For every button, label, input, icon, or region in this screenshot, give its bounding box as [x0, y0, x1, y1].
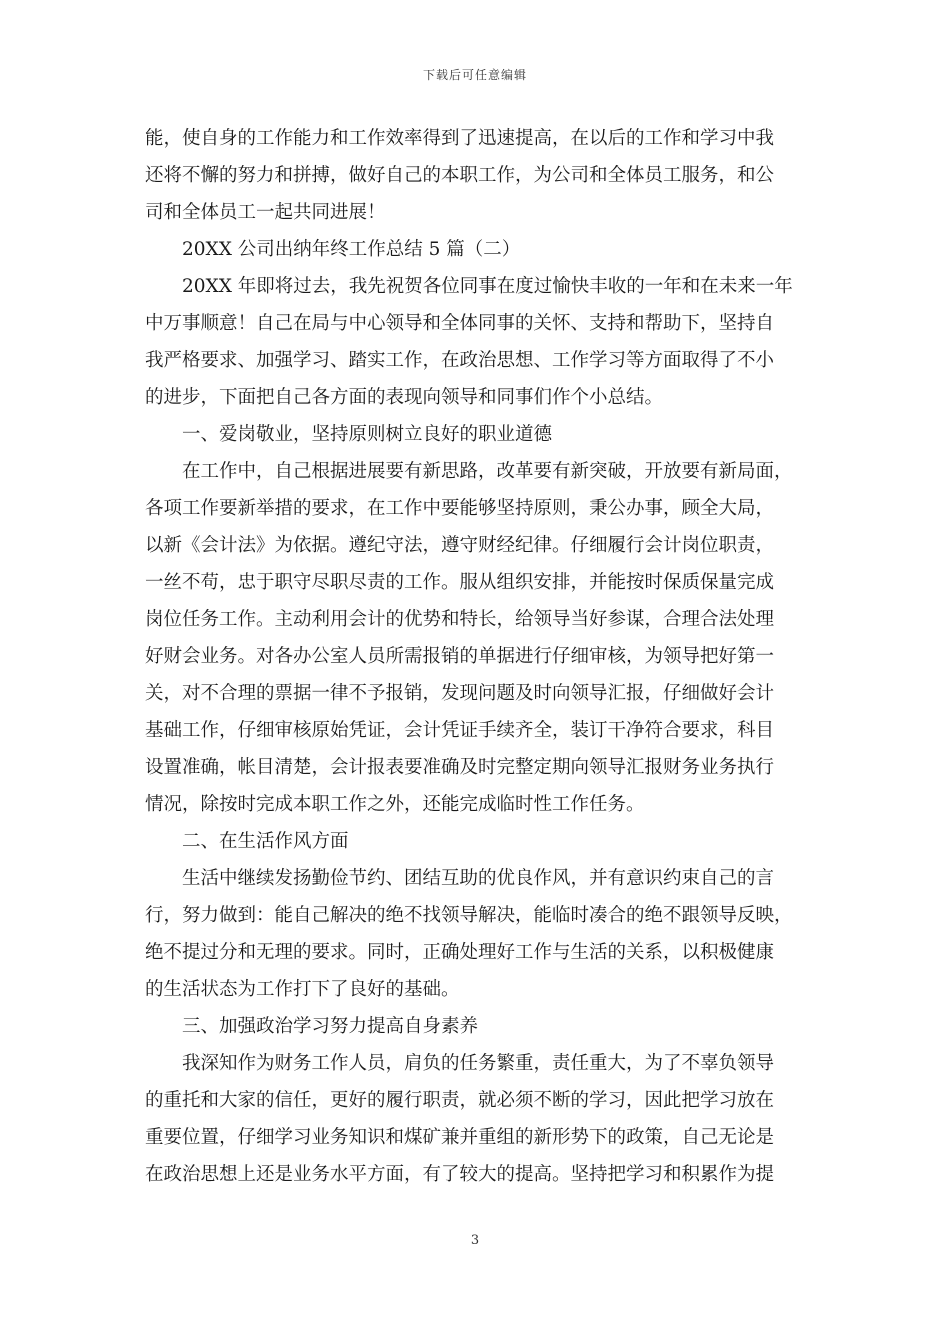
page-number: 3 — [470, 1233, 480, 1248]
text-line: 以新《会计法》为依据。遵纪守法，遵守财经纪律。仔细履行会计岗位职责， — [145, 535, 775, 556]
text-line: 关，对不合理的票据一律不予报销，发现问题及时向领导汇报，仔细做好会计 — [145, 683, 775, 704]
text-line: 各项工作要新举措的要求，在工作中要能够坚持原则，秉公办事，顾全大局， — [145, 498, 775, 519]
text-line: 生活中继续发扬勤俭节约、团结互助的优良作风，并有意识约束自己的言 — [182, 868, 775, 889]
text-line: 我严格要求、加强学习、踏实工作，在政治思想、工作学习等方面取得了不小 — [145, 350, 775, 371]
text-line: 的进步，下面把自己各方面的表现向领导和同事们作个小总结。 — [145, 387, 664, 408]
section-heading: 三、加强政治学习努力提高自身素养 — [182, 1016, 479, 1037]
text-line: 我深知作为财务工作人员，肩负的任务繁重，责任重大，为了不辜负领导 — [182, 1053, 775, 1074]
text-line: 的生活状态为工作打下了良好的基础。 — [145, 979, 460, 1000]
text-line: 基础工作，仔细审核原始凭证，会计凭证手续齐全，装订干净符合要求，科目 — [145, 720, 775, 741]
text-line: 司和全体员工一起共同进展！ — [145, 202, 386, 223]
text-line: 能，使自身的工作能力和工作效率得到了迅速提高，在以后的工作和学习中我 — [145, 128, 775, 149]
text-line: 行，努力做到：能自己解决的绝不找领导解决，能临时凑合的绝不跟领导反映， — [145, 905, 793, 926]
text-line: 的重托和大家的信任，更好的履行职责，就必须不断的学习，因此把学习放在 — [145, 1090, 775, 1111]
text-line: 岗位任务工作。主动利用会计的优势和特长，给领导当好参谋，合理合法处理 — [145, 609, 775, 630]
page-header: 下载后可任意编辑 — [422, 68, 527, 82]
text-line: 在政治思想上还是业务水平方面，有了较大的提高。坚持把学习和积累作为提 — [145, 1164, 775, 1185]
text-line: 绝不提过分和无理的要求。同时，正确处理好工作与生活的关系，以积极健康 — [145, 942, 775, 963]
text-line: 20XX 年即将过去，我先祝贺各位同事在度过愉快丰收的一年和在未来一年 — [182, 276, 793, 297]
text-line: 一丝不苟，忠于职守尽职尽责的工作。服从组织安排，并能按时保质保量完成 — [145, 572, 775, 593]
text-line: 在工作中，自己根据进展要有新思路，改革要有新突破，开放要有新局面， — [182, 461, 793, 482]
text-line: 还将不懈的努力和拼搏，做好自己的本职工作，为公司和全体员工服务，和公 — [145, 165, 775, 186]
text-line: 设置准确，帐目清楚，会计报表要准确及时完整定期向领导汇报财务业务执行 — [145, 757, 775, 778]
text-line: 情况，除按时完成本职工作之外，还能完成临时性工作任务。 — [145, 794, 645, 815]
document-body — [145, 120, 809, 1193]
section-heading: 一、爱岗敬业，坚持原则树立良好的职业道德 — [182, 424, 553, 445]
text-line: 重要位置，仔细学习业务知识和煤矿兼并重组的新形势下的政策，自己无论是 — [145, 1127, 775, 1148]
text-line: 中万事顺意！自己在局与中心领导和全体同事的关怀、支持和帮助下，坚持自 — [145, 313, 775, 334]
section-title: 20XX 公司出纳年终工作总结 5 篇（二） — [182, 239, 521, 260]
section-heading: 二、在生活作风方面 — [182, 831, 349, 852]
text-line: 好财会业务。对各办公室人员所需报销的单据进行仔细审核，为领导把好第一 — [145, 646, 775, 667]
